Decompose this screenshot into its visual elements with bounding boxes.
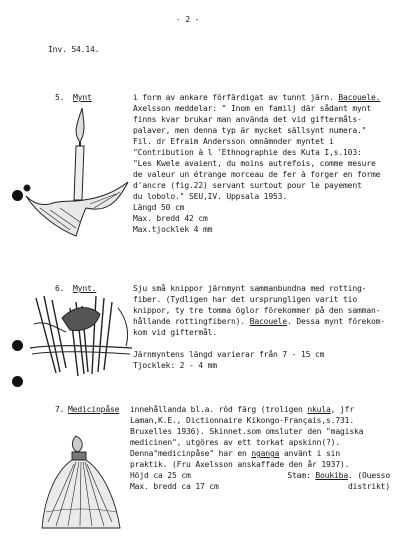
text-segment: Tjocklek: 2 - 4 mm [133,361,217,370]
text-line [133,103,380,114]
text-line [130,404,363,415]
anchor-shaped-iron-currency-icon [20,104,140,244]
text-line [133,305,385,316]
text-segment: Järnmyntens längd varierar från 7 - 15 cm [133,350,325,359]
tied-leaf-bag-icon [36,432,126,532]
text-line [130,437,363,448]
text-segment: . Dessa mynt förekom- [287,317,386,326]
text-segment: Fil. dr Efraim Andersson omnämnder myntet i [133,137,334,146]
entry-5-title: Mynt [73,93,92,102]
text-line [133,136,380,147]
text-segment: Max. bredd ca 17 cm [130,482,219,491]
text-line [133,92,380,103]
inventory-number: Inv. 54.14. [48,45,100,54]
text-segment: innehållanda bl.a. röd färg (troligen [130,405,308,414]
text-line [130,459,363,470]
text-line [133,191,380,202]
text-line [133,202,380,213]
entry-6-description [133,283,385,371]
text-line [130,448,363,459]
text-segment: , jfr [330,405,355,414]
text-segment: du lobolo." SEU,IV. Uppsala 1953. [133,192,287,201]
text-line [133,114,380,125]
text-line [133,125,380,136]
text-line [133,224,380,235]
text-segment: "Les Kwele avaient, du moins autrefois, comme mesure [133,159,376,168]
text-segment: distrikt) [348,482,390,491]
entry-6-title: Mynt. [73,284,97,293]
text-segment: Laman,K.E., Dictionnaire Kikongo-Français,s.731. [130,416,354,425]
text-segment: . (Ouesso [348,471,390,480]
text-line [133,158,380,169]
text-segment: Höjd ca 25 cm [130,471,191,480]
text-segment: d'ancre (fig.22) servant surtout pour le payement [133,181,362,190]
entry-5-number: 5. [55,93,65,102]
text-line [133,147,380,158]
text-segment: knippor, ty tre tomma öglor förekommer på den samman- [133,306,381,315]
text-line [133,316,385,327]
text-line [133,338,385,349]
entry-6-number: 6. [55,284,65,293]
text-segment: praktik. (Fru Axelsson anskaffade den år 1937). [130,460,350,469]
underlined-term: Bacouele [249,317,288,326]
text-segment: de valeur un étrange morceau de fer à forger en forme [133,170,381,179]
text-line [270,470,390,481]
text-segment: Bruxelles 1936). Skinnet.som omsluter den "magiska [130,427,364,436]
text-line [133,169,380,180]
text-segment: "Contribution à l 'Ethnographie des Kuta I,s.103: [133,148,362,157]
text-line [133,327,385,338]
bundled-iron-rods-icon [26,288,136,383]
text-line [133,180,380,191]
punch-hole-middle [12,340,23,351]
text-segment: använt i sin [279,449,340,458]
underlined-term: Bacouele. [338,93,381,102]
text-segment: i form av ankare förfärdigat av tunnt järn. [133,93,339,102]
text-segment: Längd 50 cm [133,203,185,212]
text-line [133,283,385,294]
underlined-term: nganga [251,449,280,458]
text-line [133,294,385,305]
text-segment: hållande rottingfibern). [133,317,250,326]
text-line [270,481,390,492]
text-segment: Stam: [287,471,316,480]
text-segment: palaver, men denna typ är mycket sällsynt numera." [133,126,367,135]
text-segment: Denna"medicinpåse" har en [130,449,252,458]
text-line [130,415,363,426]
text-segment: Sju små knippor järnmynt sammanbundna med rotting- [133,284,367,293]
entry-5-description [133,92,380,235]
text-segment: medicinen", utgöres av ett torkat apskinn(?). [130,438,340,447]
punch-hole-bottom [12,376,23,387]
entry-7-origin [270,470,390,492]
entry-7-number: 7. [55,405,65,414]
text-segment: kom vid giftermål. [133,328,217,337]
text-segment: fiber. (Tydligen har det ursprungligen varit tio [133,295,357,304]
text-line [133,213,380,224]
text-line [133,349,385,360]
underlined-term: nkula [307,405,331,414]
text-segment: Max.tjocklek 4 mm [133,225,213,234]
underlined-term: Boukiba [315,471,348,480]
page-number: - 2 - [176,15,200,24]
entry-7-title: Medicinpåse [68,405,120,414]
text-line [133,360,385,371]
text-segment: Axelsson meddelar: " Inom en familj där sådant mynt [133,104,371,113]
text-segment: finns kvar brukar man använda det vid giftermåls- [133,115,362,124]
text-segment: Max. bredd 42 cm [133,214,208,223]
text-line [130,426,363,437]
